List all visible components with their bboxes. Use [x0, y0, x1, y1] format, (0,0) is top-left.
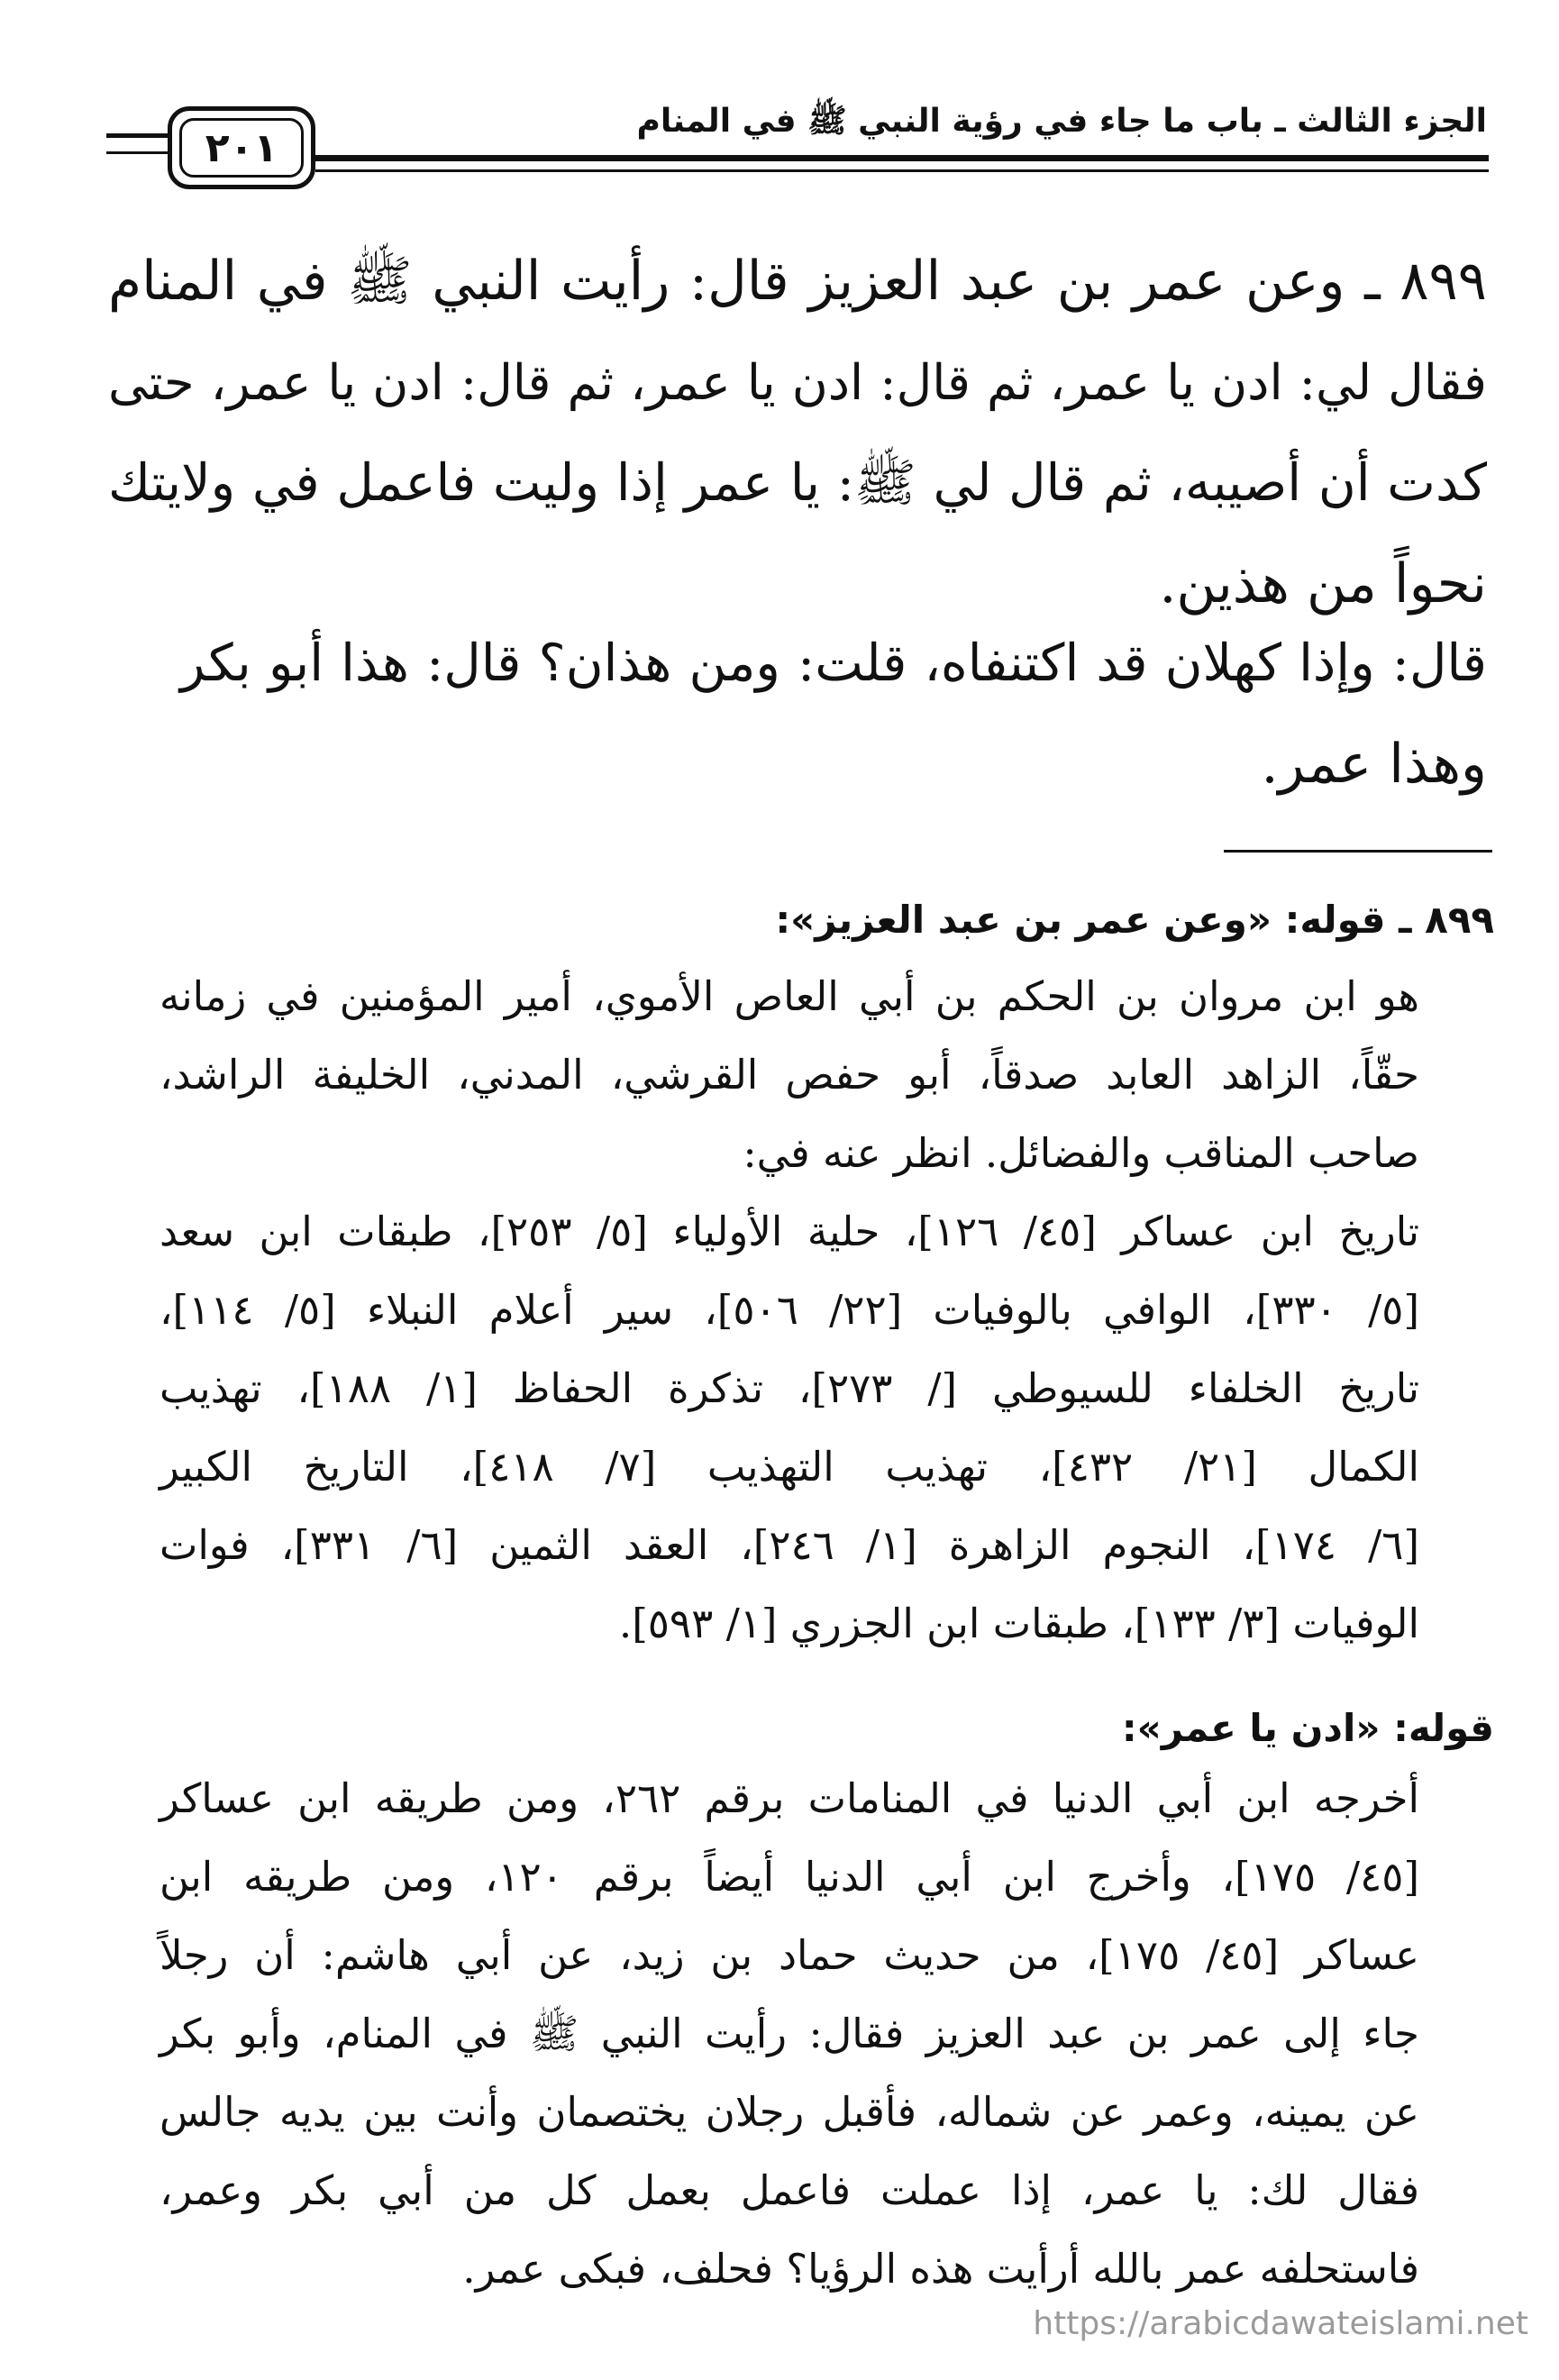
- note-line: جاء إلى عمر بن عبد العزيز فقال: رأيت النبي ﷺ في المنام، وأبو بكر: [160, 2010, 1419, 2057]
- main-line: نحواً من هذين.: [1159, 552, 1487, 616]
- note-line: فقال لك: يا عمر، إذا عملت فاعمل بعمل كل من أبي بكر وعمر،: [160, 2166, 1419, 2214]
- note-line: تاريخ ابن عساكر [٤٥/ ١٢٦]، حلية الأولياء [٥/ ٢٥٣]، طبقات ابن سعد: [160, 1208, 1420, 1255]
- note-line: هو ابن مروان بن الحكم بن أبي العاص الأموي، أمير المؤمنين في زمانه: [160, 972, 1419, 1020]
- main-line: كدت أن أصيبه، ثم قال لي ﷺ: يا عمر إذا وليت فاعمل في ولايتك: [108, 453, 1487, 513]
- note-line: حقّاً، الزاهد العابد صدقاً، أبو حفص القرشي، المدني، الخليفة الراشد،: [160, 1051, 1419, 1099]
- main-line: ٨٩٩ ـ وعن عمر بن عبد العزيز قال: رأيت النبي ﷺ في المنام: [108, 250, 1487, 313]
- note-2-label: قوله: «ادن يا عمر»:: [1121, 1706, 1494, 1750]
- header-rule-left-top: [106, 133, 168, 138]
- note-line: أخرجه ابن أبي الدنيا في المنامات برقم ٢٦٢، ومن طريقه ابن عساكر: [160, 1774, 1419, 1822]
- note-line: فاستحلفه عمر بالله أرأيت هذه الرؤيا؟ فحلف، فبكى عمر.: [462, 2245, 1419, 2293]
- note-2-body: [160, 1759, 1419, 2308]
- note-line: [٦/ ١٧٤]، النجوم الزاهرة [١/ ٢٤٦]، العقد الثمين [٦/ ٣٣١]، فوات: [160, 1521, 1420, 1569]
- note-line: عن يمينه، وعمر عن شماله، فأقبل رجلان يختصمان وأنت بين يديه جالس: [160, 2088, 1419, 2136]
- note-line: صاحب المناقب والفضائل. انظر عنه في:: [743, 1129, 1419, 1177]
- note-line: [٤٥/ ١٧٥]، وأخرج ابن أبي الدنيا أيضاً برقم ١٢٠، ومن طريقه ابن: [160, 1853, 1419, 1901]
- header-rule-thick: [315, 155, 1489, 161]
- running-title: الجزء الثالث ـ باب ما جاء في رؤية النبي ﷺ في المنام: [636, 103, 1487, 140]
- footnote-separator: [1224, 850, 1492, 853]
- note-1-body: [160, 957, 1419, 1663]
- main-line: وهذا عمر.: [1261, 733, 1487, 796]
- note-line: عساكر [٤٥/ ١٧٥]، من حديث حماد بن زيد، عن أبي هاشم: أن رجلاً: [160, 1931, 1419, 1979]
- main-paragraph-1: [108, 231, 1487, 634]
- note-line: تاريخ الخلفاء للسيوطي [/ ٢٧٣]، تذكرة الحفاظ [١/ ١٨٨]، تهذيب: [160, 1364, 1420, 1412]
- watermark-url: https://arabicdawateislami.net: [1033, 2305, 1528, 2342]
- main-line: فقال لي: ادن يا عمر، ثم قال: ادن يا عمر، ثم قال: ادن يا عمر، حتى: [108, 353, 1487, 411]
- main-paragraph-2-end: [108, 714, 1487, 815]
- note-line: الكمال [٢١/ ٤٣٢]، تهذيب التهذيب [٧/ ٤١٨]، التاريخ الكبير: [160, 1443, 1420, 1491]
- note-line: الوفيات [٣/ ١٣٣]، طبقات ابن الجزري [١/ ٥٩٣].: [618, 1600, 1419, 1647]
- page-number-frame: [168, 106, 315, 189]
- header-rule-left-bottom: [106, 151, 168, 154]
- note-line: [٥/ ٣٣٠]، الوافي بالوفيات [٢٢/ ٥٠٦]، سير أعلام النبلاء [٥/ ١١٤]،: [160, 1286, 1419, 1334]
- main-paragraph-2: [180, 613, 1487, 714]
- main-line: قال: وإذا كهلان قد اكتنفاه، قلت: ومن هذان؟ قال: هذا أبو بكر: [180, 634, 1487, 693]
- note-1-label: ٨٩٩ ـ قوله: «وعن عمر بن عبد العزيز»:: [775, 898, 1494, 942]
- header-rule-thin: [315, 169, 1489, 172]
- page-number: ٢٠١: [179, 118, 304, 178]
